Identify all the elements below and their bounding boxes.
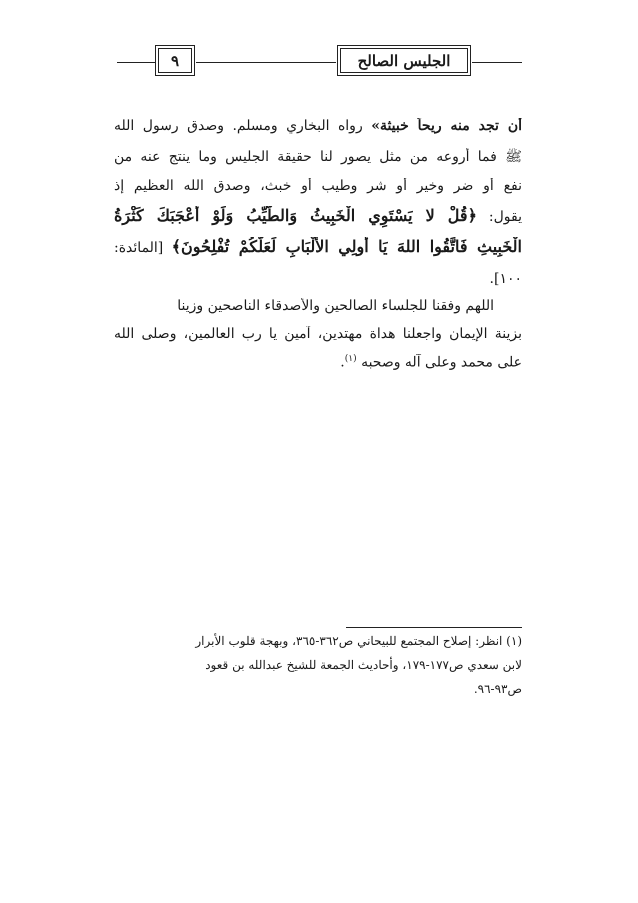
paragraph1-line3: [114, 178, 522, 204]
paragraph1-line4-intro: يقول:: [476, 209, 522, 225]
verse-reference-end: ١٠٠].: [489, 271, 522, 287]
page-number: ٩: [170, 51, 180, 70]
header-rule-left: [117, 62, 155, 63]
paragraph2-line3-end: .: [340, 354, 345, 371]
footnote-marker: (١): [344, 354, 357, 364]
footnote-line3-text: ص٩٣-٩٦.: [473, 682, 522, 696]
paragraph2-line2-text: بزينة الإيمان واجعلنا هداة مهتدين، آمين يا رب العالمين، وصلى الله: [114, 326, 522, 342]
hadith-quote-end: أن تجد منه ريحاً خبيثة»: [371, 118, 522, 134]
footnote-line1: [114, 634, 522, 654]
footnote-line2-text: لابن سعدي ص١٧٧-١٧٩، وأحاديث الجمعة للشيخ عبدالله بن قعود: [205, 658, 522, 672]
header-rule-middle: [196, 62, 336, 63]
quran-verse-part1: ﴿قُلْ لا يَسْتَوِي الْخَبِيثُ وَالطَّيِّبُ وَلَوْ أَعْجَبَكَ كَثْرَةُ: [114, 206, 477, 225]
paragraph1-line4: [114, 206, 522, 236]
paragraph2-line1-text: اللهم وفقنا للجلساء الصالحين والأصدقاء الناصحين وزينا: [177, 298, 494, 314]
paragraph1-line2-text: ﷺ فما أروعه من مثل يصور لنا حقيقة الجليس وما ينتج عنه من: [114, 149, 522, 165]
running-title: الجليس الصالح: [357, 51, 451, 70]
running-title-box: [340, 48, 468, 73]
verse-reference: [المائدة:: [114, 240, 172, 256]
paragraph1-line5: [114, 237, 522, 267]
paragraph1-line6: [114, 271, 522, 297]
footnote-line2: [114, 658, 522, 678]
header-rule-right: [472, 62, 522, 63]
paragraph2-line3-text: على محمد وعلى آله وصحبه: [361, 354, 522, 371]
paragraph1-line1: [114, 118, 522, 144]
paragraph2-line1: [114, 298, 522, 324]
paragraph2-line3: [114, 354, 522, 380]
footnote-separator: [346, 627, 522, 628]
main-text: [114, 118, 522, 378]
paragraph1-line1-text: رواه البخاري ومسلم. وصدق رسول الله: [114, 118, 372, 134]
footnote-line1-text: (١) انظر: إصلاح المجتمع للبيحاني ص٣٦٢-٣٦٥، وبهجة قلوب الأبرار: [195, 634, 522, 648]
paragraph1-line3-text: نفع أو ضر وخير أو شر وطيب أو خبث، وصدق الله العظيم إذ: [114, 178, 522, 194]
paragraph2-line2: [114, 326, 522, 352]
footnote-line3: [114, 682, 522, 702]
page-number-box: [158, 48, 192, 73]
paragraph1-line2: [114, 148, 522, 174]
quran-verse-part2: الْخَبِيثِ فَاتَّقُوا اللهَ يَا أُولِي الأَلْبَابِ لَعَلَّكُمْ تُفْلِحُونَ﴾: [171, 237, 522, 256]
